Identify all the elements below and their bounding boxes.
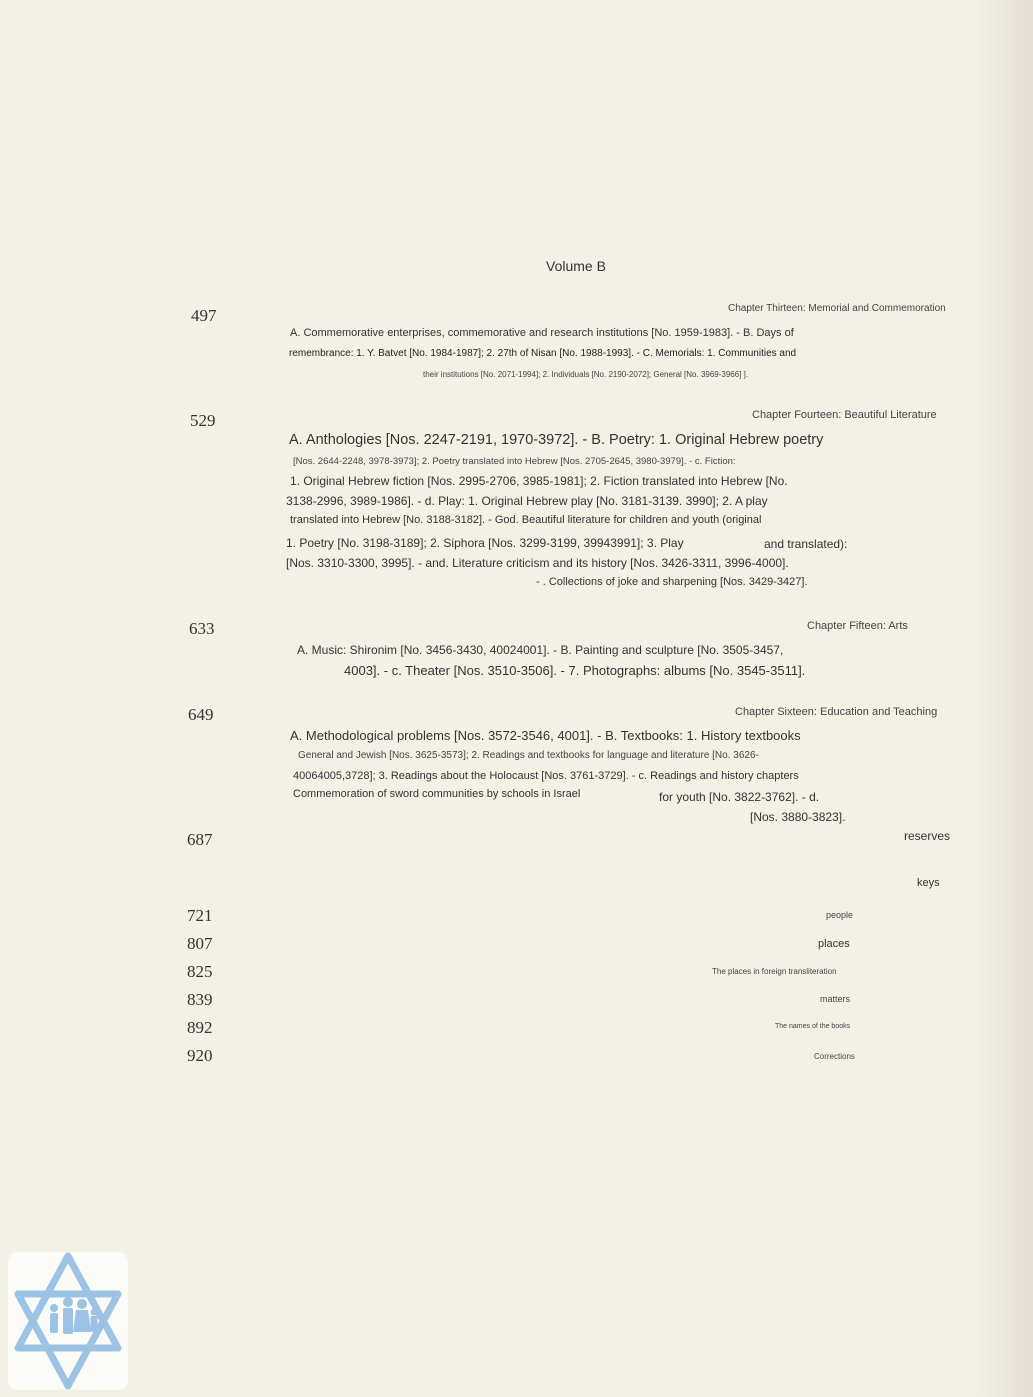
star-of-david-family-logo <box>8 1252 128 1390</box>
index-label: Corrections <box>814 1052 855 1061</box>
reserves-label: reserves <box>904 829 951 843</box>
volume-title: Volume B <box>546 258 606 274</box>
entry-line: General and Jewish [Nos. 3625-3573]; 2. Readings and textbooks for language and literature [No. 3626- <box>298 750 759 761</box>
entry-line: Commemoration of sword communities by schools in Israel <box>293 788 581 800</box>
page-number: 825 <box>187 962 213 981</box>
keys-heading: keys <box>917 877 940 889</box>
entry-line: A. Methodological problems [Nos. 3572-3546, 4001]. - B. Textbooks: 1. History textbooks <box>290 728 801 743</box>
entry-line: [Nos. 3880-3823]. <box>750 810 846 824</box>
entry-line: A. Commemorative enterprises, commemorative and research institutions [No. 1959-1983]. - B. Days of <box>290 327 794 339</box>
entry-line: A. Anthologies [Nos. 2247-2191, 1970-3972]. - B. Poetry: 1. Original Hebrew poetry <box>289 432 824 448</box>
chapter-title: Chapter Fifteen: Arts <box>807 620 908 632</box>
page-number: 497 <box>191 306 217 325</box>
chapter-title: Chapter Thirteen: Memorial and Commemoration <box>728 303 946 314</box>
page-number: 807 <box>187 934 213 953</box>
page-number: 649 <box>188 705 214 724</box>
index-label: people <box>826 910 854 920</box>
entry-line: 1. Poetry [No. 3198-3189]; 2. Siphora [Nos. 3299-3199, 39943991]; 3. Play <box>286 536 684 550</box>
page-number: 687 <box>187 830 213 849</box>
entry-line: for youth [No. 3822-3762]. - d. <box>659 790 820 804</box>
entry-line: 40064005,3728]; 3. Readings about the Holocaust [Nos. 3761-3729]. - c. Readings and history chapters <box>293 770 799 782</box>
page-number: 529 <box>190 411 216 430</box>
entry-line: [Nos. 3310-3300, 3995]. - and. Literature criticism and its history [Nos. 3426-3311, 3996-4000]. <box>286 556 789 570</box>
page-number: 920 <box>187 1046 213 1065</box>
page-number: 721 <box>187 906 213 925</box>
entry-line: and translated): <box>764 537 848 551</box>
star-of-david-icon <box>8 1252 128 1390</box>
entry-line: - . Collections of joke and sharpening [Nos. 3429-3427]. <box>536 576 808 588</box>
index-label: matters <box>820 994 851 1004</box>
chapter-title: Chapter Fourteen: Beautiful Literature <box>752 409 937 421</box>
entry-line: their institutions [No. 2071-1994]; 2. Individuals [No. 2190-2072]; General [No. 3969-3966] ]. <box>423 370 749 379</box>
page-number: 892 <box>187 1018 213 1037</box>
page-number: 633 <box>189 619 215 638</box>
index-label: The names of the books <box>775 1023 851 1030</box>
entry-line: 3138-2996, 3989-1986]. - d. Play: 1. Original Hebrew play [No. 3181-3139. 3990]; 2. A play <box>286 494 768 508</box>
entry-line: 4003]. - c. Theater [Nos. 3510-3506]. - 7. Photographs: albums [No. 3545-3511]. <box>344 663 806 678</box>
index-label: places <box>818 938 850 950</box>
entry-line: translated into Hebrew [No. 3188-3182]. - God. Beautiful literature for children and youth (original <box>290 514 762 526</box>
entry-line: [Nos. 2644-2248, 3978-3973]; 2. Poetry translated into Hebrew [Nos. 2705-2645, 3980-3979]. - c. Fiction: <box>293 456 736 467</box>
chapter-title: Chapter Sixteen: Education and Teaching <box>735 706 938 718</box>
entry-line: A. Music: Shironim [No. 3456-3430, 40024001]. - B. Painting and sculpture [No. 3505-3457, <box>297 643 784 657</box>
entry-line: remembrance: 1. Y. Batvet [No. 1984-1987]; 2. 27th of Nisan [No. 1988-1993]. - C. Memorials: 1. Communities and <box>289 348 797 359</box>
entry-line: 1. Original Hebrew fiction [Nos. 2995-2706, 3985-1981]; 2. Fiction translated into Hebrew [No. <box>290 474 788 488</box>
page-number: 839 <box>187 990 213 1009</box>
index-label: The places in foreign transliteration <box>712 967 837 976</box>
page-edge-shadow <box>973 0 1033 1397</box>
